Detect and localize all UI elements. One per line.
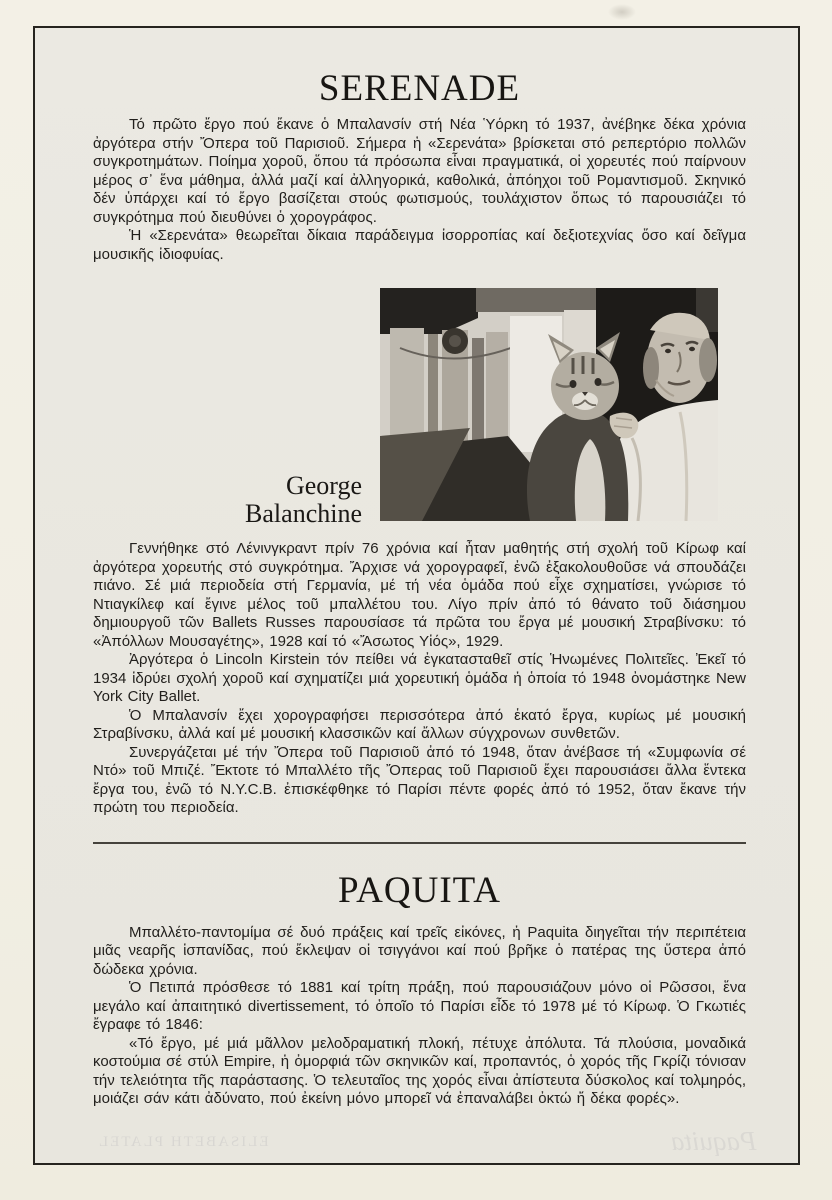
biography-paragraph-1: Γεννήθηκε στό Λένινγκραντ πρίν 76 χρόνια καί ἦταν μαθητής στή σχολή τοῦ Κίρωφ καί ἀργότερα χορευτής στό συγκρότημα. Ἄρχισε νά χορογραφεῖ, ἐνῶ ἐξακολουθοῦσε νά σπουδάζει πιάνο. Σέ μιά περιοδεία στή Γερμανία, μέ τή νέα ὁμάδα πού εἶχε σχηματίσει, γνώρισε τό Ντιαγκίλεφ καί ἔγινε μέλος τοῦ μπαλλέτου του. Λίγο πρίν ἀπό τό θάνατο τοῦ διάσημου δημιουργοῦ τῶν Ballets Russes παρουσίασε τά πρῶτα του ἔργα μέ μουσική Στραβίνσκυ: τό «Ἀπόλλων Μουσαγέτης», 1928 καί τό «Ἄσωτος Υἱός», 1929.: [93, 540, 746, 650]
section-divider: [93, 842, 746, 844]
balanchine-photo-art: [380, 288, 718, 521]
biography-paragraph-2: Ἀργότερα ὁ Lincoln Kirstein τόν πείθει νά ἐγκατασταθεῖ στίς Ἡνωμένες Πολιτεῖες. Ἐκεῖ τό 1934 ἱδρύει σχολή χοροῦ καί σχηματίζει μιά χορευτική ὁμάδα ἡ ὁποία τό 1948 ὀνομάστηκε New York City Ballet.: [93, 651, 746, 705]
page-content: [35, 68, 798, 1109]
show-through-text-right: Paquita: [671, 1126, 757, 1156]
biography-paragraph-3: Ὁ Μπαλανσίν ἔχει χορογραφήσει περισσότερα ἀπό ἑκατό ἔργα, κυρίως μέ μουσική Στραβίνσκυ, ἀλλά καί μέ μουσική κλασσικῶν καί ἄλλων σύγχρονων συνθετῶν.: [93, 706, 746, 742]
photo-row: [93, 288, 746, 528]
biography-block: [93, 540, 746, 818]
paquita-block: [93, 924, 746, 1109]
balanchine-photo: [380, 288, 718, 521]
serenade-title: SERENADE: [318, 68, 521, 109]
paquita-paragraph-1: Μπαλλέτο-παντομίμα σέ δυό πράξεις καί τρεῖς εἰκόνες, ἡ Paquita διηγεῖται τήν περιπέτεια μιᾶς νεαρῆς ἱσπανίδας, πού ἔκλεψαν οἱ τσιγγάνοι καί πού βρῆκε ὁ πατέρας της ὕστερα ἀπό δώδεκα χρόνια.: [93, 923, 746, 978]
paquita-paragraph-3: «Τό ἔργο, μέ μιά μᾶλλον μελοδραματική πλοκή, πέτυχε ἀπόλυτα. Τά πλούσια, μοναδικά κοστούμια σέ στύλ Empire, ἡ ὀμορφιά τῶν σκηνικῶν καί, προπαντός, ὁ χορός τῆς Γκρίζι τόνισαν τήν τελειότητα τῆς παράστασης. Ὁ τελευταῖος της χορός εἶναι ἀπίστευτα δύσκολος καί τολμηρός, μοιάζει σάν κάτι ἀδύνατο, πού ἐκείνη μόνο μπορεῖ νά ἐπαναλάβει ὀκτώ ἤ δέκα φορές».: [93, 1034, 746, 1107]
show-through-text-left: ELISABETH PLATEL: [97, 1134, 269, 1150]
photo-caption-line-2: Balanchine: [245, 499, 362, 528]
paquita-paragraph-2: Ὁ Πετιπά πρόσθεσε τό 1881 καί τρίτη πράξη, πού παρουσιάζουν μόνο οἱ Ρῶσσοι, ἕνα μεγάλο καί ἀπαιτητικό divertissement, τό ὁποῖο τό Παρίσι εἶδε τό 1978 μέ τό Κίρωφ. Ὁ Γκωτιές ἔγραφε τό 1846:: [93, 979, 746, 1033]
serenade-paragraph-2: Ἡ «Σερενάτα» θεωρεῖται δίκαια παράδειγμα ἰσορροπίας καί δεξιοτεχνίας ὅσο καί δεῖγμα μουσικῆς ἰδιοφυίας.: [93, 227, 746, 263]
photo-caption-line-1: George: [285, 471, 362, 500]
biography-paragraph-4: Συνεργάζεται μέ τήν Ὄπερα τοῦ Παρισιοῦ ἀπό τό 1948, ὅταν ἀνέβασε τή «Συμφωνία σέ Ντό» τοῦ Μπιζέ. Ἔκτοτε τό Μπαλλέτο τῆς Ὄπερας τοῦ Παρισιοῦ ἔχει παρουσιάσει ἄλλα ἕντεκα ἔργα του, ἐνῶ τό N.Y.C.B. ἐπισκέφθηκε τό Παρίσι πέντε φορές ἀπό τό 1952, ὅταν ἔκανε τήν πρώτη του περιοδεία.: [93, 743, 746, 816]
paquita-title: PAQUITA: [337, 869, 502, 911]
serenade-paragraph-1: Τό πρῶτο ἔργο πού ἔκανε ὁ Μπαλανσίν στή Νέα Ὑόρκη τό 1937, ἀνέβηκε δέκα χρόνια ἀργότερα στήν Ὄπερα τοῦ Παρισιοῦ. Σήμερα ἡ «Σερενάτα» βρίσκεται στό ρεπερτόριο πολλῶν συγκροτημάτων. Ποίημα χοροῦ, ὅπου τά πρόσωπα εἶναι πραγματικά, οἱ χορευτές πού παίρνουν μέρος σ᾿ ἕνα μάθημα, ἀλλά μαζί καί ἀλληγορικά, καθολικά, ἀπόηχοι τοῦ Ρομαντισμοῦ. Σκηνικό δέν ὑπάρχει καί τό ἔργο βασίζεται στούς φωτισμούς, τουλάχιστον ὅπως τό παρουσιάζει τό συγκρότημα πού διευθύνει ὁ χορογράφος.: [93, 116, 746, 226]
photo-caption: [93, 472, 362, 528]
scan-smudge: [608, 4, 636, 20]
page-border-frame: [33, 26, 800, 1165]
